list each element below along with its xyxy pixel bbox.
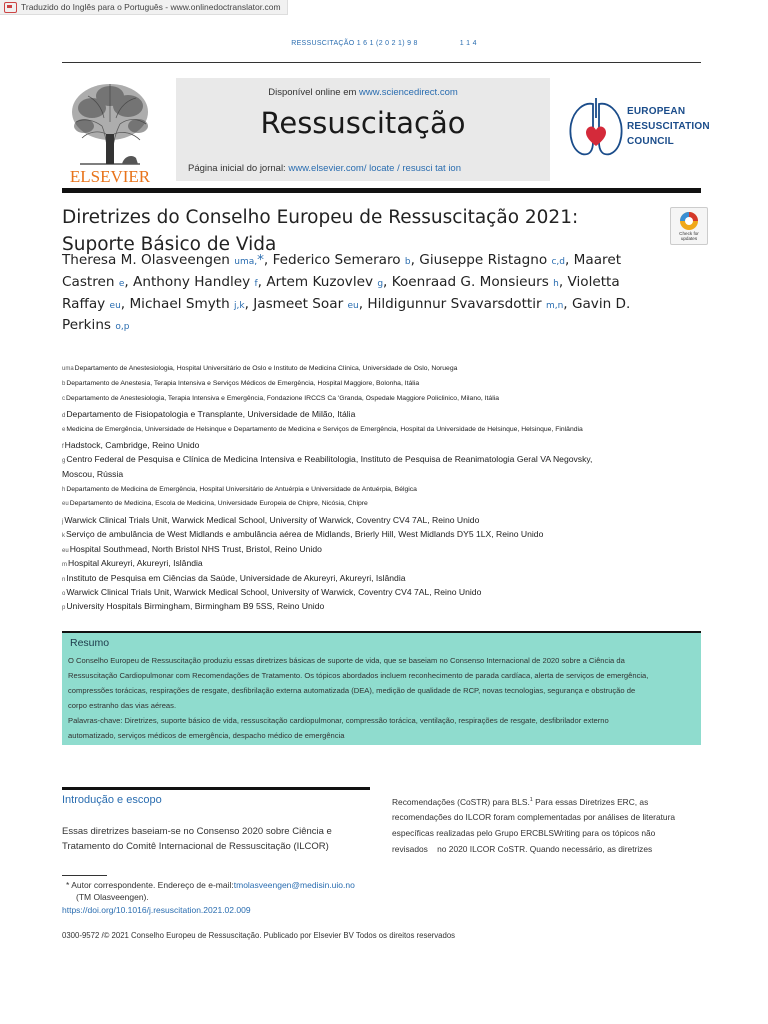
author-name: Artem Kuzovlev [266,273,378,290]
affiliation-item [62,380,419,387]
affiliation-text: Centro Federal de Pesquisa e Clínica de Medicina Intensiva e Reabilitologia, Instituto de Pesquisa de Reanimatologia Geral VA Negovsky, [66,454,593,464]
author-separator: , [358,295,368,312]
abstract-line: Palavras-chave: Diretrizes, suporte básico de vida, ressuscitação cardiopulmonar, compressão torácica, ventilação, respirações de resgate, desfibrilador externo [68,716,609,725]
corresponding-author-footnote: * Autor correspondente. Endereço de e-mail:tmolasveengen@medisin.uio.no (TM Olasveengen). [66,880,355,902]
journal-name: Ressuscitação [260,106,466,140]
erc-wordmark: EUROPEAN RESUSCITATION COUNCIL [627,106,710,147]
journal-homepage [188,163,461,174]
corresponding-author-marker[interactable]: * [257,252,264,268]
affiliation-text: Departamento de Fisiopatologia e Transplante, Universidade de Milão, Itália [66,409,356,419]
affiliation-key: g [62,458,66,464]
abstract-line: automatizado, serviços médicos de emergência, despacho médico de emergência [68,731,345,740]
author-name: Jasmeet Soar [253,295,348,312]
author-list [62,251,642,338]
footnote-rule [62,875,107,876]
translator-bar[interactable] [0,0,288,15]
abstract-line: compressões torácicas, respirações de resgate, desfibrilação externa automatizada (DEA), medição de qualidade de RCP, novas tecnologias, segurança e obstrução de [68,686,636,695]
affiliation-key: k [62,533,65,539]
author-affiliation-marker[interactable]: f [254,278,258,289]
affiliation-text: Warwick Clinical Trials Unit, Warwick Medical School, University of Warwick, Coventry CV4 7AL, Reino Unido [66,587,482,597]
affiliation-text: Instituto de Pesquisa em Ciências da Saúde, Universidade de Akureyri, Akureyri, Islândia [66,573,406,583]
affiliation-item [62,469,123,479]
affiliation-item [62,486,417,493]
affiliation-key: c [62,396,65,402]
intro-body: Essas diretrizes baseiam-se no Consenso 2020 sobre Ciência e Tratamento do Comitê Internacional de Ressuscitação (ILCOR) [62,826,332,852]
svg-text:Check for: Check for [679,231,699,236]
affiliation-key: uma [62,366,74,372]
homepage-prefix: Página inicial do jornal: [188,163,289,174]
affiliation-key: j [62,519,64,525]
author-name: Theresa M. Olasveengen [62,252,235,268]
abstract-body [68,653,694,743]
affiliation-text: University Hospitals Birmingham, Birmingham B9 5SS, Reino Unido [66,601,325,611]
author-separator: , [120,295,130,312]
affiliation-item [62,587,481,597]
sciencedirect-link[interactable]: www.sciencedirect.com [359,87,458,98]
author-separator: , [263,252,273,268]
homepage-link[interactable]: www.elsevier.com/ locate / resusci tat ion [288,163,461,174]
translate-icon [4,2,17,13]
right-line-2: recomendações do ILCOR foram complementadas por análises de literatura [392,812,676,823]
author-name: Giuseppe Ristagno [419,252,552,268]
affiliation-item [62,395,499,402]
author-name: Michael Smyth [129,295,235,312]
elsevier-wordmark: ELSEVIER [69,167,151,186]
author-separator: , [565,252,574,268]
author-affiliation-marker[interactable]: h [553,278,559,289]
top-rule [62,62,701,63]
affiliation-item [62,573,406,583]
affiliation-item [62,409,355,419]
elsevier-tree-icon [62,78,158,186]
author-affiliation-marker[interactable]: j,k [234,300,245,311]
author-affiliation-marker[interactable]: uma, [234,257,258,267]
author-affiliation-marker[interactable]: e [118,278,125,289]
affiliation-key: f [62,444,64,450]
right-line-4: revisados no 2020 ILCOR CoSTR. Quando necessário, as diretrizes [392,843,653,854]
author-affiliation-marker[interactable]: eu [347,300,359,311]
author-affiliation-marker[interactable]: m,n [545,300,564,311]
translator-bar-text: Traduzido do Inglês para o Português - www.onlinedoctranslator.com [21,2,281,12]
intro-heading: Introdução e escopo [62,794,162,806]
affiliation-text: Hospital Southmead, North Bristol NHS Trust, Bristol, Reino Unido [69,544,322,554]
abstract-heading: Resumo [70,637,110,649]
affiliation-text: Departamento de Anestesiologia, Hospital Universitário de Oslo e Instituto de Medicina Clínica, Universidade de Oslo, Noruega [74,365,458,372]
author-name: Violetta Raffay [62,273,620,312]
erc-lungs-heart-icon [566,96,626,166]
affiliation-key: e [62,427,66,433]
svg-text:updates: updates [680,236,698,241]
copyright-notice: 0300-9572 /© 2021 Conselho Europeu de Ressuscitação. Publicado por Elsevier BV Todos os direitos reservados [62,931,456,940]
affiliation-key: m [62,562,67,568]
right-line-3: específicas realizadas pelo Grupo ERCBLSWriting para os tópicos não [392,827,656,838]
author-separator: , [124,273,134,290]
affiliation-key: b [62,381,66,387]
abstract-box [62,633,701,745]
affiliation-item [62,500,368,507]
affiliation-item [62,454,592,464]
author-name: Hildigunnur Svavarsdottir [367,295,546,312]
author-affiliation-marker[interactable]: c,d [551,257,565,267]
erc-logo [566,96,710,166]
right-column-text [392,793,692,857]
author-separator: , [257,273,267,290]
affiliation-text: Medicina de Emergência, Universidade de Helsinque e Departamento de Medicina e Serviços de Emergência, Hospital da Universidade de Helsinque, Helsinque, Finlândia [66,426,583,433]
check-for-updates-badge[interactable] [670,207,708,245]
available-prefix: Disponível online em [268,87,360,98]
affiliation-text: Moscou, Rússia [62,469,124,479]
affiliation-text: Departamento de Anestesiologia, Terapia Intensiva e Emergência, Fondazione IRCCS Ca 'Granda, Ospedale Maggiore Policlinico, Milano, Itália [66,395,500,402]
available-online [176,87,550,98]
doi-link[interactable]: https://doi.org/10.1016/j.resuscitation.2021.02.009 [62,905,251,915]
affiliation-item [62,558,203,568]
author-name: Maaret Castren [62,252,622,290]
running-head [0,40,768,47]
author-name: Anthony Handley [133,273,255,290]
affiliation-key: eu [62,501,69,507]
author-affiliation-marker[interactable]: o,p [115,322,130,333]
author-name: Federico Semeraro [272,252,405,268]
affiliation-item [62,515,479,525]
author-name: Gavin D. Perkins [62,295,631,334]
author-email-link[interactable]: tmolasveengen@medisin.uio.no [233,880,355,890]
abstract-line: O Conselho Europeu de Ressuscitação produziu essas diretrizes básicas de suporte de vida, que se baseiam no Consenso Internacional de 2020 sobre a Ciência da [68,656,625,665]
affiliation-key: eu [62,548,69,554]
elsevier-logo [62,78,158,186]
affiliation-text: Serviço de ambulância de West Midlands e ambulância aérea de Midlands, Brierly Hill, West Midlands DY5 1LX, Reino Unido [66,529,544,539]
author-name: Koenraad G. Monsieurs [391,273,554,290]
author-separator: , [558,273,568,290]
abstract-line: corpo estranho das vias aéreas. [68,701,177,710]
author-separator: , [563,295,572,312]
affiliation-text: Departamento de Medicina de Emergência, Hospital Universitário de Antuérpia e Universidade de Antuérpia, Bélgica [66,486,417,493]
check-updates-icon [671,208,707,244]
affiliation-text: Departamento de Medicina, Escola de Medicina, Universidade Europeia de Chipre, Nicósia, Chipre [69,500,368,507]
affiliation-key: d [62,413,66,419]
header-rule [62,188,701,193]
affiliation-key: n [62,577,66,583]
affiliation-item [62,365,457,372]
affiliation-key: o [62,591,66,597]
article-title: Diretrizes do Conselho Europeu de Ressuscitação 2021: Suporte Básico de Vida [62,207,579,255]
affiliation-key: h [62,487,66,493]
affiliation-text: Departamento de Anestesia, Terapia Intensiva e Serviços Médicos de Emergência, Hospital Maggiore, Bolonha, Itália [66,380,420,387]
affiliation-item [62,601,324,611]
author-separator: , [410,252,420,268]
affiliation-key: p [62,605,66,611]
author-separator: , [244,295,254,312]
author-affiliation-marker[interactable]: b [404,257,411,267]
intro-rule [62,787,370,790]
journal-header [176,78,550,181]
author-separator: , [383,273,392,290]
affiliation-text: Hospital Akureyri, Akureyri, Islândia [68,558,203,568]
affiliation-text: Warwick Clinical Trials Unit, Warwick Medical School, University of Warwick, Coventry CV4 7AL, Reino Unido [64,515,480,525]
running-head-journal: RESSUSCITAÇÃO 1 6 1 (2 0 2 1) 9 8 [291,40,418,47]
right-line-1: Recomendações (CoSTR) para BLS.$^1$ Para essas Diretrizes ERC, as [392,796,649,807]
affiliation-item [62,440,199,450]
running-head-pages: 1 1 4 [459,40,477,47]
affiliation-item [62,426,583,433]
author-affiliation-marker[interactable]: g [377,278,384,289]
affiliation-item [62,544,322,554]
abstract-line: Ressuscitação Cardiopulmonar com Recomendações de Tratamento. Os tópicos abordados incluem reconhecimento de parada cardíaca, alerta de serviços de emergência, [68,671,649,680]
affiliation-item [62,529,543,539]
affiliation-text: Hadstock, Cambridge, Reino Unido [64,440,200,450]
author-affiliation-marker[interactable]: eu [109,300,121,311]
